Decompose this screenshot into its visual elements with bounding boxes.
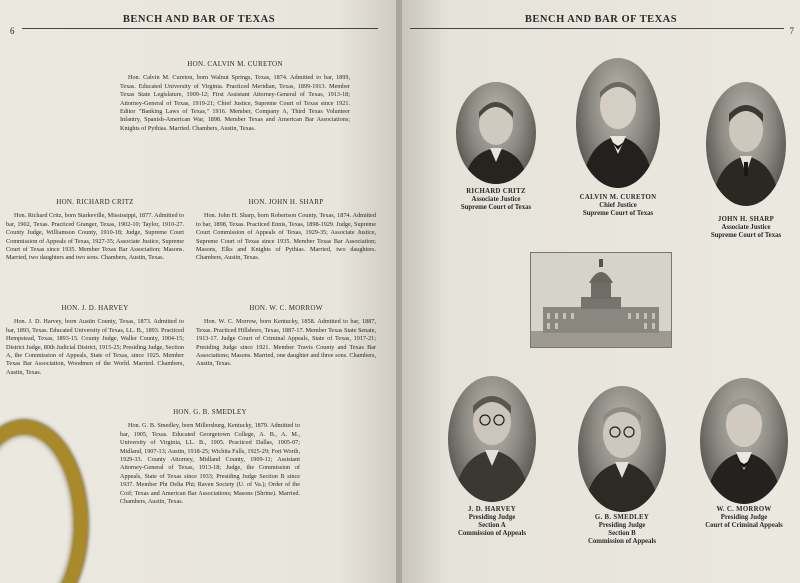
right-header-rule <box>410 28 784 29</box>
left-page-number: 6 <box>10 26 15 36</box>
portrait-caption <box>442 506 542 538</box>
portrait-title-line: Chief Justice <box>599 202 637 209</box>
portrait-name: CALVIN M. CURETON <box>579 194 657 201</box>
portrait-title-line: Presiding Judge <box>468 514 516 521</box>
portrait-title-line: Presiding Judge <box>598 522 646 529</box>
left-header-rule <box>22 28 378 29</box>
bio-critz <box>6 198 184 263</box>
bio-harvey <box>6 304 184 377</box>
capitol-building-image <box>530 252 672 348</box>
bio-morrow <box>196 304 376 369</box>
portrait-caption <box>568 194 668 218</box>
portrait-title-line: Supreme Court of Texas <box>582 210 654 217</box>
portrait-harvey <box>442 376 542 546</box>
bio-text: Hon. Calvin M. Cureton, born Walnut Springs, Texas, 1874. Admitted to bar, 1899, Texas. Educated University of Virginia. Practiced Meridian, Texas, 1899-1913. Member Texas State Legislature, 1909-12; First Assistant Attorney-General of Texas, 1913-18; Attorney-General of Texas, 1919-21; Chief Justice, Supreme Court of Texas since 1921. Editor "Banking Laws of Texas," 1916. Member, Company A, Third Texas Volunteer Infantry, Spanish-American War, 1898. Member Texas and American Bar Associations; Knights of Pythias. Married. Chambers, Austin, Texas. <box>120 74 350 132</box>
portrait-figure-icon <box>700 378 788 504</box>
right-page <box>402 0 800 583</box>
portrait-photo <box>456 82 536 184</box>
portrait-caption <box>698 216 794 240</box>
portrait-caption <box>572 514 672 546</box>
portrait-title-line: Commission of Appeals <box>458 530 526 537</box>
portrait-title-line: Associate Justice <box>471 196 521 203</box>
portrait-smedley <box>572 386 672 556</box>
portrait-name: J. D. HARVEY <box>468 506 516 513</box>
bio-sharp <box>196 198 376 263</box>
portrait-title-line: Associate Justice <box>721 224 771 231</box>
portrait-title-line: Commission of Appeals <box>588 538 656 545</box>
bio-name: HON. CALVIN M. CURETON <box>187 60 283 68</box>
right-running-title: BENCH AND BAR OF TEXAS <box>524 14 678 25</box>
portrait-photo <box>578 386 666 512</box>
bio-cureton <box>120 60 350 133</box>
portrait-title-line: Court of Criminal Appeals <box>705 522 783 529</box>
portrait-name: G. B. SMEDLEY <box>594 514 650 521</box>
portrait-figure-icon <box>706 82 786 206</box>
portrait-photo <box>700 378 788 504</box>
bio-text: Hon. W. C. Morrow, born Kentucky, 1858. Admitted to bar, 1887, Texas. Practiced Hillsboro, Texas, 1887-17. Member Texas State Senate, 1913-17. Judge Court of Criminal Appeals, State of Texas, 1917-21; Presiding Judge since 1921. Member Travis County and Texas Bar Associations; Masons. Married, one daughter and three sons. Chambers, Austin, Texas. <box>196 318 376 368</box>
left-running-title: BENCH AND BAR OF TEXAS <box>122 14 276 25</box>
portrait-name: JOHN H. SHARP <box>717 216 775 223</box>
left-page-header <box>0 14 398 38</box>
portrait-title-line: Section A <box>478 522 506 529</box>
portrait-sharp <box>698 82 794 242</box>
portrait-photo <box>448 376 536 502</box>
bio-name: HON. RICHARD CRITZ <box>56 198 134 206</box>
portrait-figure-icon <box>448 376 536 502</box>
portrait-figure-icon <box>578 386 666 512</box>
portrait-photo <box>706 82 786 206</box>
portrait-caption <box>450 188 542 212</box>
bio-name: HON. JOHN H. SHARP <box>248 198 324 206</box>
bio-smedley <box>120 408 300 506</box>
portrait-name: RICHARD CRITZ <box>466 188 526 195</box>
portrait-figure-icon <box>576 58 660 188</box>
right-page-number: 7 <box>789 26 794 36</box>
portrait-figure-icon <box>456 82 536 184</box>
bio-text: Hon. Richard Critz, born Starkeville, Mississippi, 1877. Admitted to bar, 1902, Texas. Practiced Granger, Texas, 1902-10; Taylor, 1910-27. County Judge, Williamson County, 1910-18; Judge, Supreme Court Commission of Appeals of Texas, 1927-35; Associate Justice, Supreme Court of Texas since 1935. Member Texas Bar Association; Masons. Married, two daughters and two sons. Chambers, Austin, Texas. <box>6 212 184 262</box>
bio-text: Hon. J. D. Harvey, born Austin County, Texas, 1873. Admitted to bar, 1893, Texas. Educated University of Texas, LL. B., 1893. Practiced Hempstead, Texas, 1893-15. County Judge, Waller County, 1904-15; District Judge, 80th Judicial District, 1915-25; Presiding Judge, Section A, the Commission of Appeals, State of Texas, since 1925. Member Texas Bar Association, Woodmen of the World. Married. Chambers, Austin, Texas. <box>6 318 184 376</box>
brass-ring-object <box>0 420 88 583</box>
bio-name: HON. W. C. MORROW <box>249 304 323 312</box>
right-page-header <box>402 14 800 38</box>
portrait-cureton <box>568 58 668 228</box>
portrait-morrow <box>692 378 796 548</box>
bio-text: Hon. John H. Sharp, born Robertson County, Texas, 1874. Admitted to bar, 1898, Texas. Practiced Ennis, Texas, 1898-1929. Judge, Supreme Court Commission of Appeals of Texas, 1929-35; Associate Justice, Supreme Court of Texas since 1935. Member Texas Bar Association; Masons, Elks and Knights of Pythias. Married, two daughters. Chambers, Austin, Texas. <box>196 212 376 262</box>
left-page <box>0 0 398 583</box>
bio-name: HON. G. B. SMEDLEY <box>173 408 247 416</box>
portrait-name: W. C. MORROW <box>716 506 772 513</box>
portrait-title-line: Section B <box>608 530 636 537</box>
portrait-photo <box>576 58 660 188</box>
portrait-title-line: Supreme Court of Texas <box>460 204 532 211</box>
portrait-title-line: Presiding Judge <box>720 514 768 521</box>
portrait-title-line: Supreme Court of Texas <box>710 232 782 239</box>
portrait-caption <box>692 506 796 530</box>
bio-text: Hon. G. B. Smedley, born Millersburg, Kentucky, 1879. Admitted to bar, 1905, Texas. Educated Georgetown College, A. B., A. M., University of Virginia, LL. B., 1905. Practiced Dallas, 1905-07; Midland, 1907-13; Austin, 1918-25; Wichita Falls, 1925-29; Fort Worth, 1929-33. County Attorney, Midland County, 1909-11; Assistant Attorney-General of Texas, 1913-18; Judge, the Commission of Appeals, State of Texas since 1933; Presiding Judge Section B since 1937. Member Phi Delta Phi; Raven Society (U. of Va.); Order of the Coif; Texas and American Bar Associations; Masons (Shrine). Married. Chambers, Austin, Texas. <box>120 422 300 506</box>
portrait-critz <box>450 82 542 242</box>
capitol-icon <box>531 253 671 347</box>
bio-name: HON. J. D. HARVEY <box>61 304 129 312</box>
